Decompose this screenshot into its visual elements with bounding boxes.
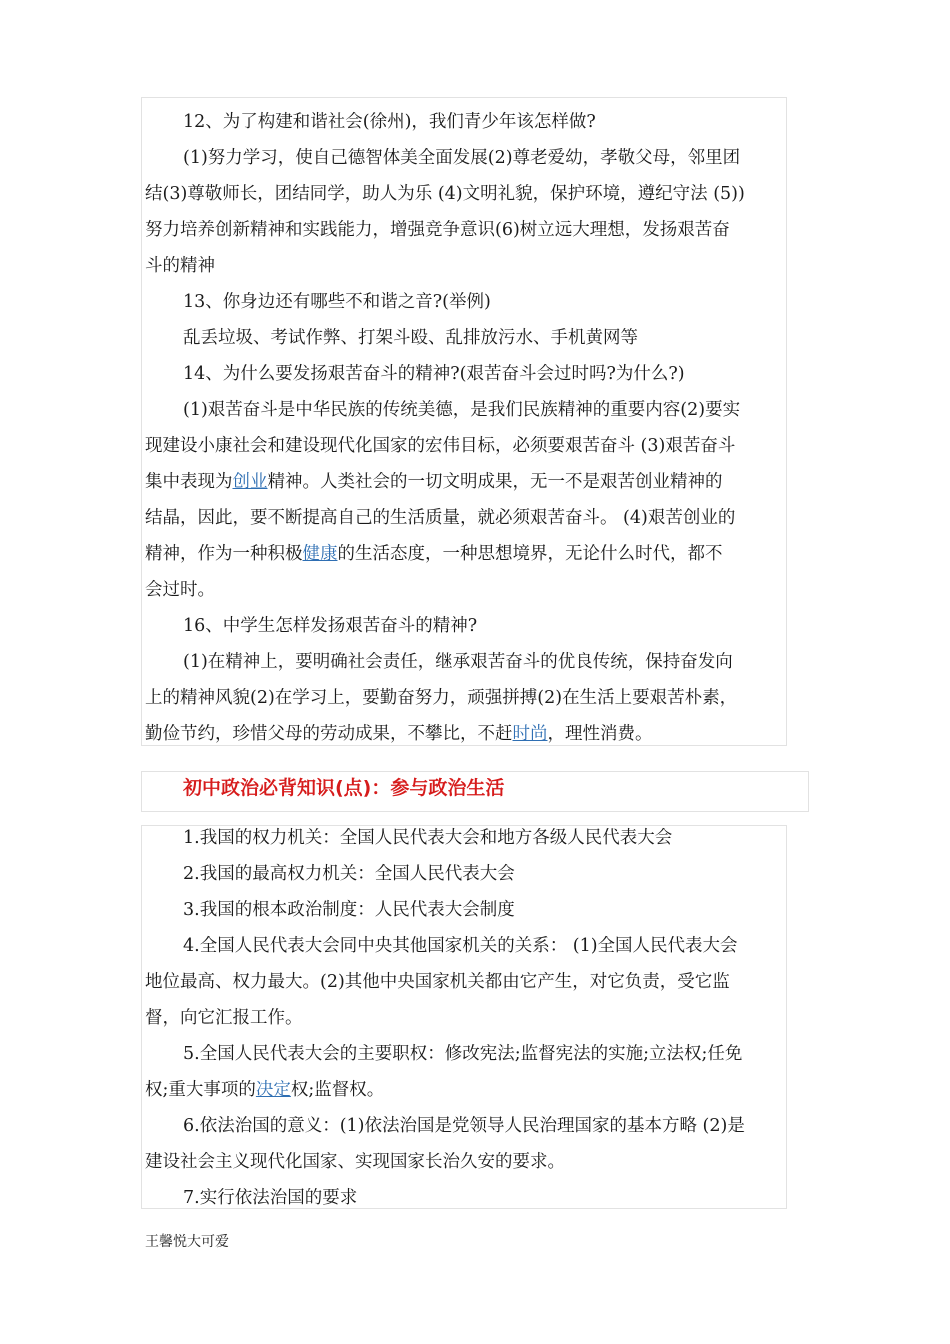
- answer-14-line-5: [145, 536, 723, 572]
- answer-16-line-2: 上的精神风貌(2)在学习上，要勤奋努力，顽强拼搏(2)在生活上要艰苦朴素，: [145, 688, 738, 708]
- answer-12-line-2: 结(3)尊敬师长，团结同学，助人为乐 (4)文明礼貌，保护环境，遵纪守法 (5)): [145, 184, 745, 204]
- answer-16-line-3: [145, 716, 653, 752]
- question-16: 16、中学生怎样发扬艰苦奋斗的精神?: [183, 616, 478, 636]
- answer-14-line-1: (1)艰苦奋斗是中华民族的传统美德，是我们民族精神的重要内容(2)要实: [183, 400, 741, 420]
- item-2: 2.我国的最高权力机关：全国人民代表大会: [183, 864, 515, 884]
- answer-14-line-6: 会过时。: [145, 580, 215, 600]
- item-3: 3.我国的根本政治制度：人民代表大会制度: [183, 900, 515, 920]
- footer-author: 王馨悦大可爱: [145, 1234, 229, 1250]
- answer-14-line-5-text-rest: 的生活态度，一种思想境界，无论什么时代，都不: [337, 544, 723, 564]
- answer-14-line-3-text: 集中表现为: [145, 472, 233, 492]
- question-13: 13、你身边还有哪些不和谐之音?(举例): [183, 292, 491, 312]
- item-5-line-1: 5.全国人民代表大会的主要职权：修改宪法;监督宪法的实施;立法权;任免: [183, 1044, 743, 1064]
- section-heading: 初中政治必背知识(点)：参与政治生活: [183, 777, 505, 799]
- answer-14-line-5-text: 精神，作为一种积极: [145, 544, 303, 564]
- answer-12-line-4: 斗的精神: [145, 256, 215, 276]
- item-6-line-2: 建设社会主义现代化国家、实现国家长治久安的要求。: [145, 1152, 565, 1172]
- answer-14-line-2: 现建设小康社会和建设现代化国家的宏伟目标，必须要艰苦奋斗 (3)艰苦奋斗: [145, 436, 736, 456]
- question-14: 14、为什么要发扬艰苦奋斗的精神?(艰苦奋斗会过时吗?为什么?): [183, 364, 685, 384]
- answer-13: 乱丢垃圾、考试作弊、打架斗殴、乱排放污水、手机黄网等: [183, 328, 638, 348]
- item-5-line-2-text: 权;重大事项的: [145, 1080, 256, 1100]
- answer-16-line-3-text-rest: ，理性消费。: [547, 724, 653, 744]
- answer-14-line-3: [145, 464, 723, 500]
- answer-14-line-3-text-rest: 精神。人类社会的一切文明成果，无一不是艰苦创业精神的: [267, 472, 723, 492]
- link-chuangye[interactable]: 创业: [232, 472, 268, 492]
- link-shishang[interactable]: 时尚: [512, 724, 548, 744]
- item-4-line-3: 督，向它汇报工作。: [145, 1008, 303, 1028]
- item-6-line-1: 6.依法治国的意义：(1)依法治国是党领导人民治理国家的基本方略 (2)是: [183, 1116, 745, 1136]
- answer-12-line-3: 努力培养创新精神和实践能力，增强竞争意识(6)树立远大理想，发扬艰苦奋: [145, 220, 730, 240]
- answer-16-line-1: (1)在精神上，要明确社会责任，继承艰苦奋斗的优良传统，保持奋发向: [183, 652, 733, 672]
- question-12: 12、为了构建和谐社会(徐州)，我们青少年该怎样做?: [183, 112, 596, 132]
- item-4-line-2: 地位最高、权力最大。(2)其他中央国家机关都由它产生，对它负责，受它监: [145, 972, 730, 992]
- item-5-line-2-text-rest: 权;监督权。: [290, 1080, 385, 1100]
- item-4-line-1: 4.全国人民代表大会同中央其他国家机关的关系： (1)全国人民代表大会: [183, 936, 738, 956]
- link-jiankang[interactable]: 健康: [302, 544, 338, 564]
- answer-14-line-4: 结晶，因此，要不断提高自己的生活质量，就必须艰苦奋斗。 (4)艰苦创业的: [145, 508, 736, 528]
- link-jueding[interactable]: 决定: [255, 1080, 291, 1100]
- item-7: 7.实行依法治国的要求: [183, 1188, 358, 1208]
- answer-16-line-3-text: 勤俭节约，珍惜父母的劳动成果，不攀比，不赶: [145, 724, 513, 744]
- item-1: 1.我国的权力机关：全国人民代表大会和地方各级人民代表大会: [183, 828, 673, 848]
- answer-12-line-1: (1)努力学习，使自己德智体美全面发展(2)尊老爱幼，孝敬父母，邻里团: [183, 148, 741, 168]
- item-5-line-2: [145, 1072, 384, 1108]
